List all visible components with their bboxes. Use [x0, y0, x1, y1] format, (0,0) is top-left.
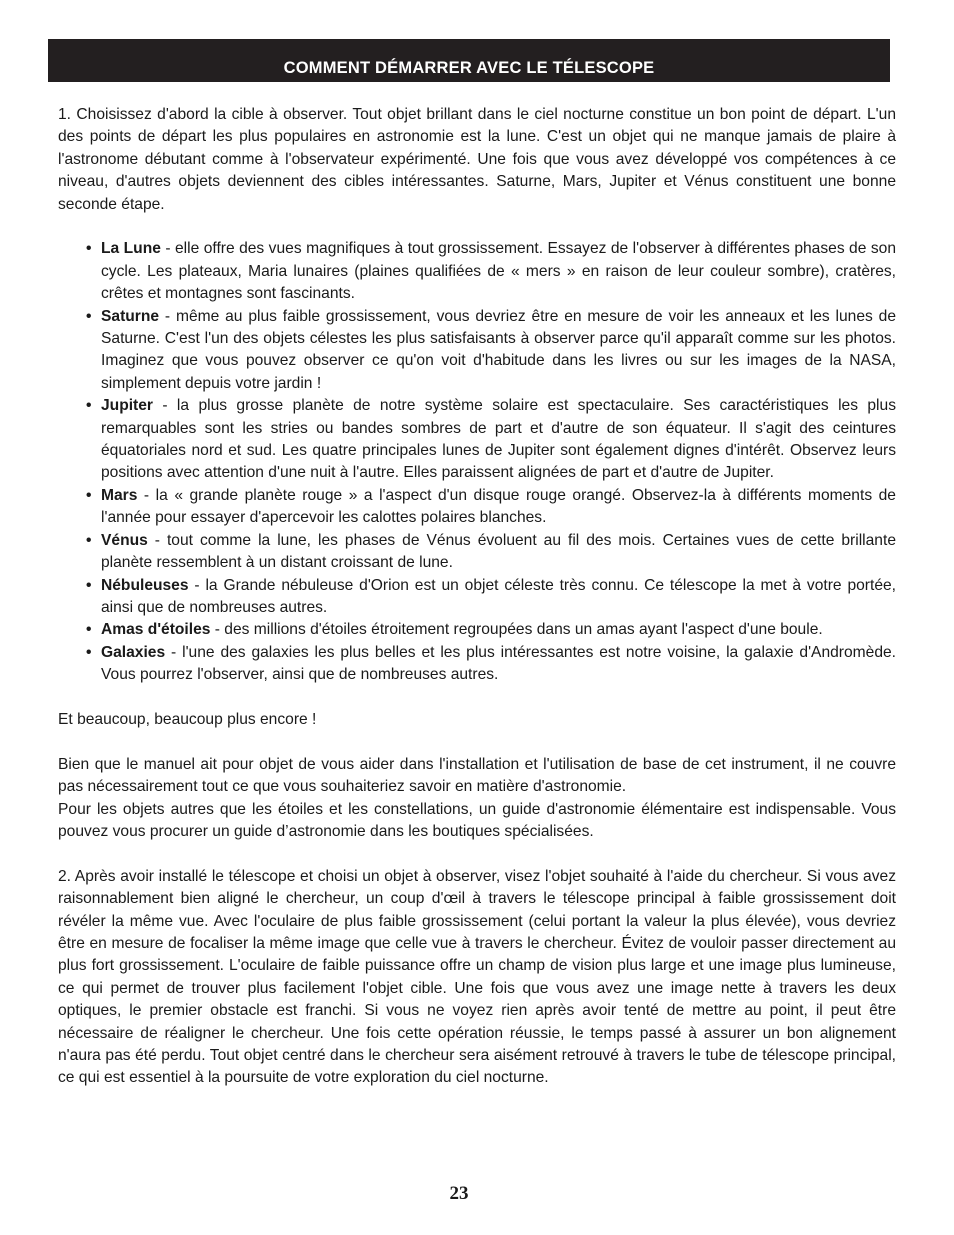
list-item-text: - elle offre des vues magnifiques à tout grossissement. Essayez de l'observer à différentes phases de son cycle. Les plateaux, Maria lunaires (plaines qualifiées de « mers » en raison de leur couleur sombre), cratères, crêtes et montagnes sont fascinants.	[101, 240, 896, 303]
list-item-term: Amas d'étoiles	[101, 621, 211, 639]
bullet-icon: •	[86, 486, 92, 504]
step-2-paragraph: 2. Après avoir installé le télescope et choisi un objet à observer, visez l'objet souhaité à l'aide du chercheur. Si vous avez raisonnablement bien aligné le chercheur, un coup d'œil à travers le télescope principal à faible grossissement doit révéler la même vue. Avec l'oculaire de plus faible grossissement (celui portant la valeur la plus élevée), vous devriez être en mesure de focaliser la même image que celle vue à travers le chercheur. Évitez de vouloir passer directement au plus fort grossissement. L'oculaire de faible puissance offre un champ de vision plus large et une image plus lumineuse, ce qui permet de trouver plus facilement l'objet cible. Une fois que vous avez une image nette à travers les deux optiques, le premier obstacle est franchi. Si vous ne voyez rien après avoir tenté de mettre au point, il peut être nécessaire de réaligner le chercheur. Une fois cette opération réussie, le temps passé à assurer un bon alignement n'aura pas été perdu. Tout objet centré dans le chercheur sera aisément retrouvé à travers le tube de télescope principal, ce qui est essentiel à la poursuite de votre exploration du ciel nocturne.	[58, 867, 896, 1087]
list-item-term: Jupiter	[101, 397, 153, 415]
list-item-term: La Lune	[101, 240, 161, 258]
list-item-text: - des millions d'étoiles étroitement regroupées dans un amas ayant l'aspect d'une boule.	[210, 621, 823, 639]
manual-paragraph-1: Bien que le manuel ait pour objet de vous aider dans l'installation et l'utilisation de base de cet instrument, il ne couvre pas nécessairement tout ce que vous souhaiteriez savoir en matière d'astronomie.	[58, 755, 896, 796]
section-title: COMMENT DÉMARRER AVEC LE TÉLESCOPE	[283, 59, 655, 77]
list-item-term: Vénus	[101, 531, 148, 549]
list-item-text: - même au plus faible grossissement, vous devriez être en mesure de voir les anneaux et les lunes de Saturne. C'est l'un des objets célestes les plus satisfaisants à observer parce qu'il apparaît comme sur les photos. Imaginez que vous pouvez observer ce qu'on voit d'habitude dans les livres ou sur les images de la NASA, simplement depuis votre jardin !	[101, 307, 896, 392]
list-item-text: - la plus grosse planète de notre système solaire est spectaculaire. Ses caractéristiques les plus remarquables sont les stries ou bandes sombres de part et d'autre de son équateur. Il s'agit des ceintures équatoriales nord et sud. Les quatre principales lunes de Jupiter sont également dignes d'intérêt. Observez leurs positions avec attention d'une nuit à l'autre. Elles paraissent alignées de part et d'autre de Jupiter.	[101, 397, 896, 482]
list-item-term: Nébuleuses	[101, 576, 189, 594]
list-item-text: - la Grande nébuleuse d'Orion est un objet céleste très connu. Ce télescope la met à votre portée, ainsi que de nombreuses autres.	[101, 576, 896, 616]
manual-paragraph-2: Pour les objets autres que les étoiles et les constellations, un guide d'astronomie élémentaire est indispensable. Vous pouvez vous procurer un guide d’astronomie dans les boutiques spécialisées.	[58, 800, 896, 840]
list-item-term: Saturne	[101, 307, 160, 325]
list-item-la-lune	[86, 238, 896, 305]
target-list	[58, 238, 896, 686]
list-item-galaxies	[86, 642, 896, 687]
list-item-term: Galaxies	[101, 643, 166, 661]
list-item-text: - l'une des galaxies les plus belles et les plus intéressantes est notre voisine, la galaxie d'Andromède. Vous pourrez l'observer, ainsi que de nombreuses autres.	[101, 643, 896, 684]
list-item-jupiter	[86, 395, 896, 485]
list-item-mars	[86, 485, 896, 530]
list-item-text: - la « grande planète rouge » a l'aspect d'un disque rouge orangé. Observez-la à différents moments de l'année pour essayer d'apercevoir les calottes polaires blanches.	[101, 486, 896, 527]
list-item-amas-etoiles	[86, 619, 896, 641]
bullet-icon: •	[86, 240, 92, 258]
intro-paragraph: 1. Choisissez d'abord la cible à observer. Tout objet brillant dans le ciel nocturne constitue un bon point de départ. L'un des points de départ les plus populaires en astronomie est la lune. C'est un objet qui ne manque jamais de plaire à l'astronome débutant comme à l'observateur expérimenté. Une fois que vous avez développé vos compétences à ce niveau, d'autres objets deviennent des cibles intéressantes. Saturne, Mars, Jupiter et Vénus constituent une bonne seconde étape.	[58, 106, 896, 213]
more-paragraph: Et beaucoup, beaucoup plus encore !	[58, 710, 317, 728]
spacer	[58, 843, 896, 865]
bullet-icon: •	[86, 643, 92, 661]
page-number: 23	[449, 1183, 469, 1204]
page-body	[58, 104, 896, 1090]
bullet-icon: •	[86, 576, 92, 594]
section-header-bar	[48, 39, 890, 82]
list-item-saturne	[86, 306, 896, 396]
list-item-nebuleuses	[86, 575, 896, 620]
bullet-icon: •	[86, 307, 92, 325]
bullet-icon: •	[86, 621, 92, 639]
spacer	[58, 687, 896, 709]
list-item-text: - tout comme la lune, les phases de Vénus évoluent au fil des mois. Certaines vues de cette brillante planète ressemblent à un distant croissant de lune.	[101, 531, 896, 572]
list-item-venus	[86, 530, 896, 575]
spacer	[58, 216, 896, 238]
bullet-icon: •	[86, 397, 92, 415]
list-item-term: Mars	[101, 486, 138, 504]
spacer	[58, 731, 896, 753]
bullet-icon: •	[86, 531, 92, 549]
